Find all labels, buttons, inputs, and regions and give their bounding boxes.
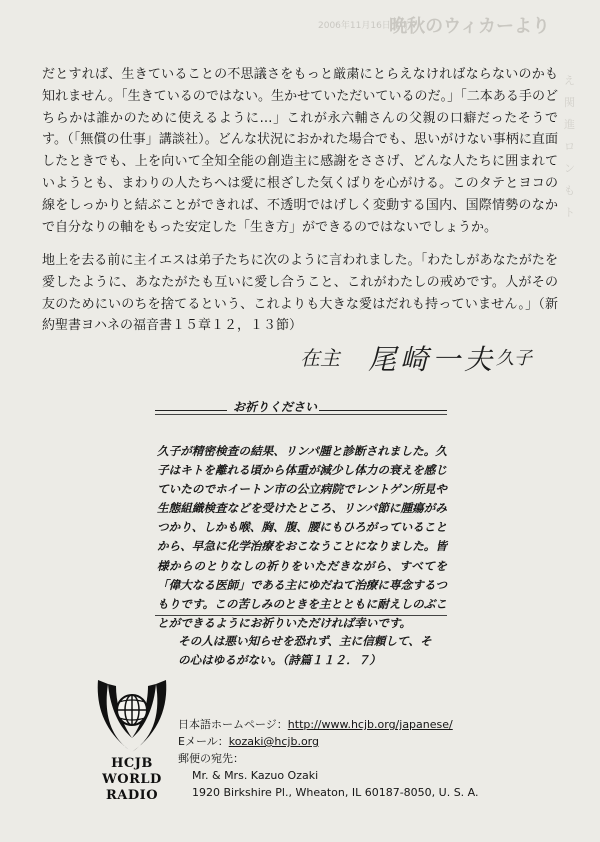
margin-ghost-char: も (564, 184, 575, 197)
email-row (178, 733, 498, 750)
heading-rule-right (319, 410, 447, 411)
signature-hisako: 久子 (496, 348, 532, 369)
body-paragraph-2: 地上を去る前に主イエスは弟子たちに次のように言われました。「わたしがあなたがたを愛したように、あなたがたも互いに愛し合うこと、これがわたしの戒めです。人がその友のためにいのちを捨てるという、これよりも大きな愛はだれも持っていません。」（新約聖書ヨハネの福音書１５章１２，１３節） (42, 253, 558, 334)
header-title: 晩秋のウィカーより (389, 16, 550, 37)
prayer-title: お祈りください (233, 400, 318, 414)
prayer-request-text: 久子が精密検査の結果、リンパ腫と診断されました。久子はキトを離れる頃から体重が減少し体力の衰えを感じていたのでホイートン市の公立病院でレントゲン所見や生態組織検査などを受けたところ、リンパ節に腫瘍がみつかり、しかも喉、胸、腹、腰にもひろがっていることから、早急に化学治療をおこなうことになりました。皆様からのとりなしの祈りをいただきながら、すべてを「偉大なる医師」である主にゆだねて治療に専念するつもりです。この苦しみのときを主とともに耐えしのぶことができるようにお祈りいただければ幸いです。 (157, 444, 447, 630)
signature-zaishu: 在主 (300, 346, 340, 370)
email-link[interactable]: kozaki@hcjb.org (228, 735, 319, 748)
prayer-divider-top (155, 414, 447, 415)
mail-label: 郵便の宛先： (178, 752, 244, 765)
handwritten-signature (300, 340, 560, 376)
signature-name: 尾崎一夫 (368, 343, 497, 376)
margin-ghost-char: 関 (564, 96, 575, 109)
margin-ghost-char: え (564, 74, 575, 87)
faded-header (0, 8, 600, 42)
homepage-link[interactable]: http://www.hcjb.org/japanese/ (287, 718, 453, 731)
header-date: 2006年11月16日発行 (318, 21, 409, 31)
hands-globe-icon (92, 676, 172, 756)
hcjb-logo (92, 676, 172, 824)
mail-address: 1920 Birkshire Pl., Wheaton, IL 60187-8050, U. S. A. (192, 786, 479, 799)
margin-ghost-char: ロ (564, 140, 575, 153)
contact-block (178, 716, 498, 801)
logo-line-hcjb: HCJB (111, 756, 153, 771)
homepage-row (178, 716, 498, 733)
heading-rule-left (155, 410, 227, 411)
margin-ghost-char: 進 (564, 118, 575, 131)
margin-ghost-char: ン (564, 162, 575, 175)
logo-line-radio: RADIO (105, 788, 159, 803)
margin-ghost-text (564, 70, 594, 224)
logo-line-world: WORLD (102, 772, 162, 787)
prayer-divider-bottom (155, 615, 447, 616)
homepage-label: 日本語ホームページ： (178, 718, 288, 731)
body-paragraph-1: だとすれば、生きていることの不思議さをもっと厳粛にとらえなければならないのかも知れません。「生きているのではない。生かせていただいているのだ。」「二本ある手のどちらかは誰かのために使えるように…」これが永六輔さんの父親の口癖だったそうです。（「無償の仕事」講談社）。どんな状況におかれた場合でも、思いがけない事柄に直面したときでも、上を向いて全知全能の創造主に感謝をささげ、どんな人たちに囲まれていようとも、まわりの人たちへは愛に根ざした気くばりを心がける。このタテとヨコの線をしっかりと結ぶことができれば、不透明ではげしく変動する国内、国際情勢のなかで自分なりの軸をもった安定した「生き方」ができるのではないでしょうか。 (42, 67, 558, 235)
margin-ghost-char: ト (564, 206, 575, 219)
email-label: Eメール： (178, 735, 229, 748)
mail-name: Mr. & Mrs. Kazuo Ozaki (192, 769, 319, 782)
psalm-quote: その人は悪い知らせを恐れず、主に信頼して、その心はゆるがない。（詩篇１１２．７） (178, 634, 432, 667)
